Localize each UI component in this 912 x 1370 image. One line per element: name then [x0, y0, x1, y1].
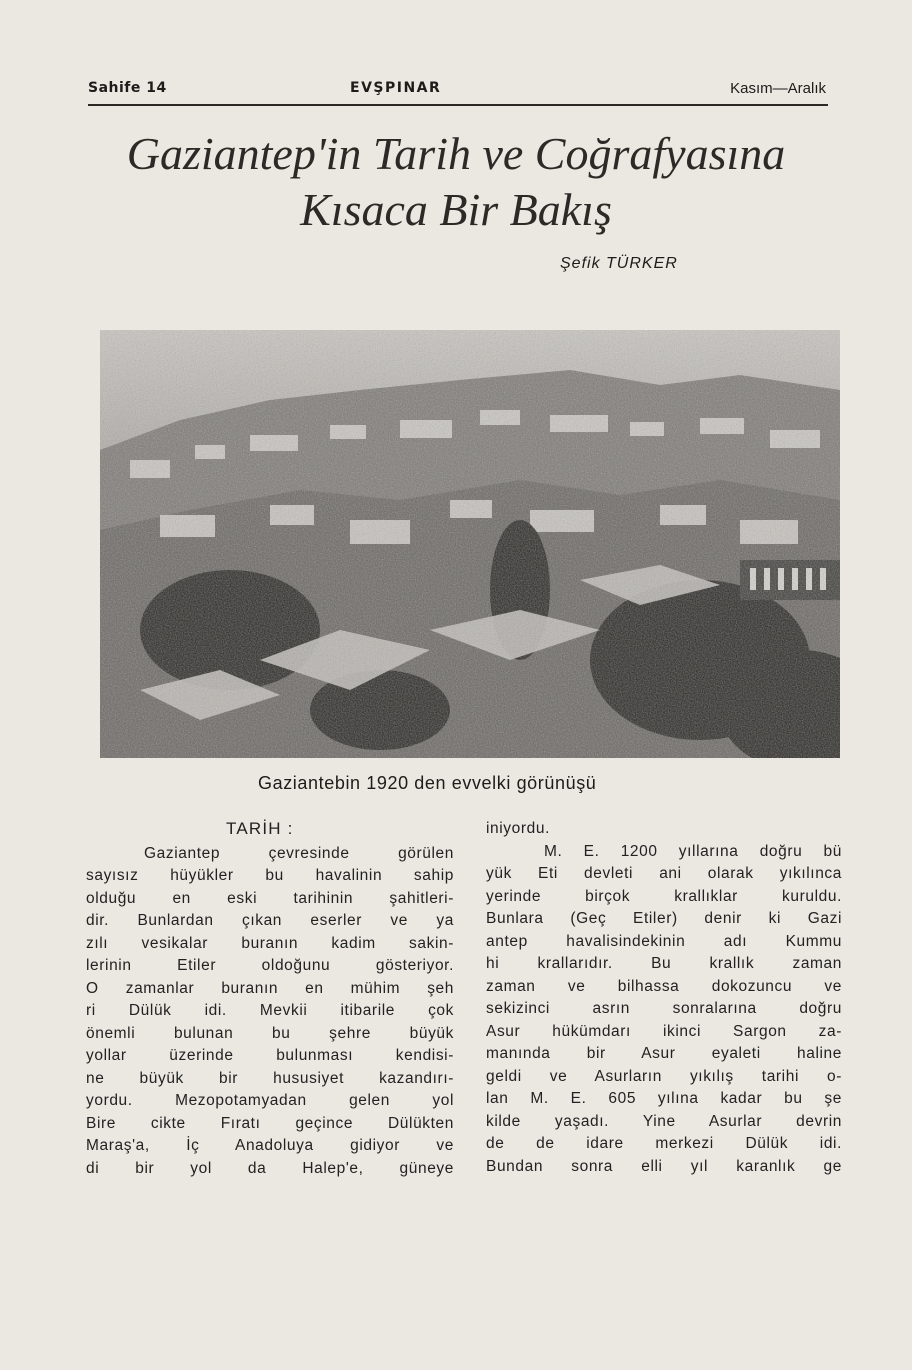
- text-line: ri Dülük idi. Mevkii itibarile çok: [86, 1002, 454, 1019]
- issue-date: Kasım—Aralık: [730, 80, 826, 97]
- header-rule: [88, 104, 828, 106]
- city-photo-image: [100, 330, 840, 758]
- text-line: sayısız hüyükler bu havalinin sahip: [86, 867, 454, 884]
- text-line: zılı vesikalar buranın kadim sakin-: [86, 934, 454, 952]
- right-column: [486, 818, 842, 1178]
- photo-caption: Gaziantebin 1920 den evvelki görünüşü: [258, 773, 597, 793]
- text-line: Bire cikte Fıratı geçince Dülükten: [86, 1114, 454, 1132]
- text-line: iniyordu.: [486, 820, 550, 837]
- city-photo: [100, 330, 840, 758]
- text-line: kilde yaşadı. Yine Asurlar devrin: [486, 1112, 842, 1130]
- text-line: lerinin Etiler oldoğunu gösteriyor.: [86, 957, 454, 974]
- title-line-1: Gaziantep'in Tarih ve Coğrafyasına: [126, 128, 786, 179]
- section-heading: TARİH :: [226, 819, 294, 838]
- magazine-name: EVŞPINAR: [350, 80, 442, 96]
- page-number: Sahife 14: [88, 80, 167, 96]
- text-line: yerinde birçok krallıklar kuruldu.: [486, 887, 842, 905]
- text-line: yordu. Mezopotamyadan gelen yol: [86, 1092, 454, 1109]
- article-title: [60, 126, 852, 238]
- text-line: Asur hükümdarı ikinci Sargon za-: [486, 1022, 842, 1040]
- text-line: Maraş'a, İç Anadoluya gidiyor ve: [86, 1137, 454, 1154]
- text-line: olduğu en eski tarihinin şahitleri-: [86, 889, 454, 907]
- text-line: de de idare merkezi Dülük idi.: [486, 1135, 842, 1152]
- text-line: geldi ve Asurların yıkılış tarihi o-: [486, 1067, 842, 1085]
- text-line: antep havalisindekinin adı Kummu: [486, 932, 842, 950]
- text-line: manında bir Asur eyaleti haline: [486, 1045, 842, 1062]
- text-line: sekizinci asrın sonralarına doğru: [486, 1000, 842, 1017]
- text-line: Bundan sonra elli yıl karanlık ge: [486, 1157, 842, 1175]
- left-column: [86, 818, 454, 1180]
- text-line: zaman ve bilhassa dokozuncu ve: [486, 977, 842, 995]
- title-line-2: Kısaca Bir Bakış: [300, 184, 612, 235]
- text-line: Gaziantep çevresinde görülen: [144, 844, 454, 862]
- text-line: lan M. E. 605 yılına kadar bu şe: [486, 1090, 842, 1107]
- text-line: yollar üzerinde bulunması kendisi-: [86, 1047, 454, 1064]
- text-line: M. E. 1200 yıllarına doğru bü: [544, 842, 842, 860]
- text-line: di bir yol da Halep'e, güneye: [86, 1159, 454, 1177]
- text-line: O zamanlar buranın en mühim şeh: [86, 979, 454, 997]
- text-line: dir. Bunlardan çıkan eserler ve ya: [86, 912, 454, 929]
- text-line: ne büyük bir hususiyet kazandırı-: [86, 1069, 454, 1087]
- text-line: önemli bulunan bu şehre büyük: [86, 1024, 454, 1042]
- running-header: [88, 80, 828, 106]
- text-line: hi krallarıdır. Bu krallık zaman: [486, 955, 842, 972]
- article-author: Şefik TÜRKER: [560, 255, 678, 272]
- text-line: yük Eti devleti ani olarak yıkılınca: [486, 865, 842, 882]
- text-line: Bunlara (Geç Etiler) denir ki Gazi: [486, 910, 842, 927]
